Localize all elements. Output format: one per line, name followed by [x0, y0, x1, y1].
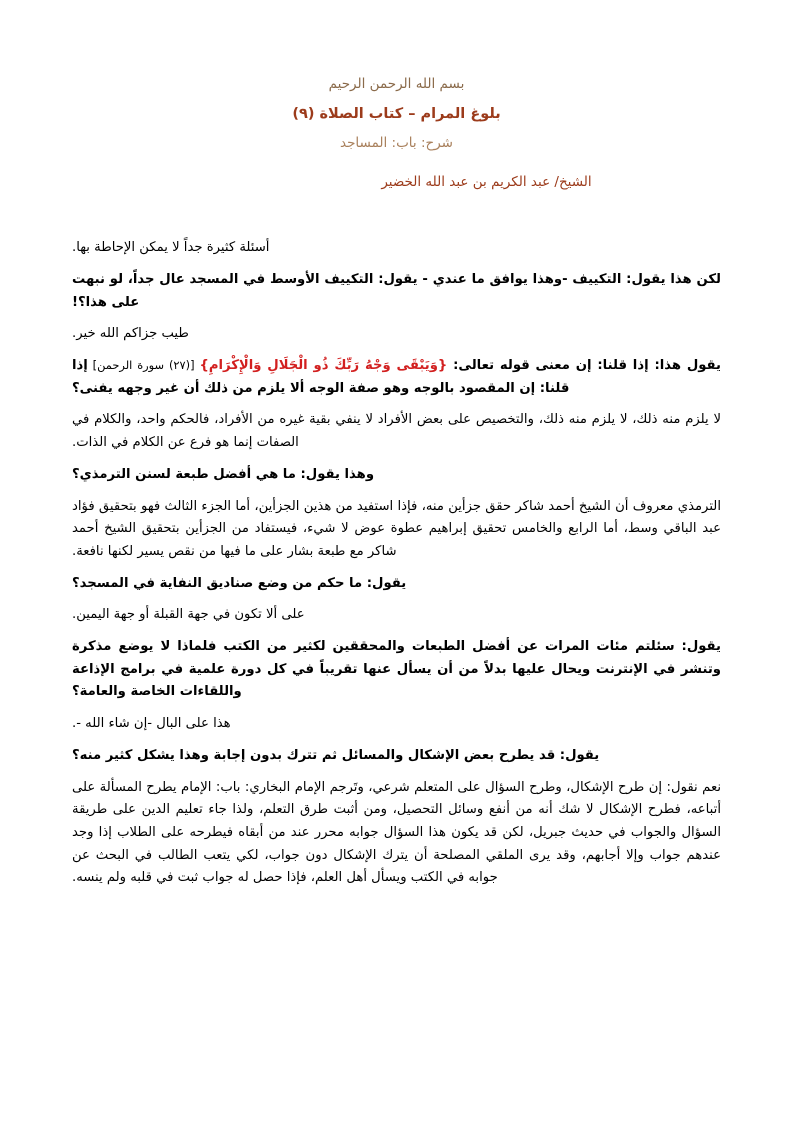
basmala-line: بسم الله الرحمن الرحيم	[328, 76, 465, 92]
paragraph-question-ac: لكن هذا يقول: التكييف -وهذا يوافق ما عندي - يقول: التكييف الأوسط في المسجد عال جداً، لو نبهت على هذا؟!	[72, 271, 721, 310]
document-subtitle: شرح: باب: المساجد	[340, 135, 453, 152]
paragraph-answer-editions: هذا على البال -إن شاء الله -.	[72, 716, 231, 732]
paragraph-question-verse	[72, 355, 721, 400]
document-header	[72, 74, 721, 154]
paragraph-question-editions: يقول: سئلتم مئات المرات عن أفضل الطبعات والمحققين لكثير من الكتب فلماذا لا يوضع مذكرة وتنشر في الإنترنت ويحال عليها بدلاً من أن يسأل عنها تقريباً في كل دورة علمية في برامج الإذاعة واللقاءات الخاصة والعامة؟	[72, 639, 721, 700]
paragraph-question-bins: يقول: ما حكم من وضع صناديق النفاية في المسجد؟	[72, 575, 407, 591]
author-byline: الشيخ/ عبد الكريم بن عبد الله الخضير	[381, 174, 592, 191]
question-lead-text: يقول هذا: إذا قلنا: إن معنى قوله تعالى:	[447, 358, 721, 374]
paragraph-answer-tirmidhi: الترمذي معروف أن الشيخ أحمد شاكر حقق جزأين منه، فإذا استفيد من هذين الجزأين، أما الجزء الثالث فهو بتحقيق فؤاد عبد الباقي وسط، أما الرابع والخامس تحقيق إبراهيم عطوة عوض لا شيء، فيستفاد من الجزأين بتحقيق الشيخ أحمد شاكر مع طبعة بشار على ما فيها من نقص يسير لكنها نافعة.	[72, 498, 721, 559]
paragraph-answer-unanswered: نعم نقول: إن طرح الإشكال، وطرح السؤال على المتعلم شرعي، وتَرجم الإمام البخاري: باب: الإمام يطرح المسألة على أتباعه، فطرح الإشكال لا شك أنه من أنفع وسائل التحصيل، ومن أثبت طرق التعلم، ولذا جاء تعليم الدين على طريقة السؤال والجواب في حديث جبريل، لكن قد يكون هذا السؤال جوابه محرر عند من أبقاه فيطرحه على الطلاب إذا وجد عندهم جواب وإلا أجابهم، وقد يرى الملقي المصلحة أن يترك الإشكال دون جواب، لكي يتعب الطالب في البحث عن جوابه في الكتب ويسأل أهل العلم، فإذا حصل له جواب ثبت في قلبه ولم ينسه.	[72, 779, 721, 886]
paragraph-intro: أسئلة كثيرة جداً لا يمكن الإحاطة بها.	[72, 240, 270, 256]
question-tail-text: إذا قلنا: إن المقصود بالوجه وهو صفة الوجه ألا يلزم من ذلك أن غير وجهه يفنى؟	[72, 358, 570, 396]
paragraph-answer-verse: لا يلزم منه ذلك، لا يلزم منه ذلك، والتخصيص على بعض الأفراد لا ينفي بقية غيره من الأفراد، فالحكم واحد، والكلام في الصفات إنما هو فرع عن الكلام في الذات.	[72, 412, 721, 451]
paragraph-thanks: طيب جزاكم الله خير.	[72, 326, 189, 342]
quran-verse: {وَيَبْقَى وَجْهُ رَبِّكَ ذُو الْجَلَالِ وَالْإِكْرَامِ}	[199, 358, 448, 374]
document-body	[72, 237, 721, 890]
quran-reference: [(٢٧) سورة الرحمن]	[87, 358, 200, 373]
page-title: بلوغ المرام – كتاب الصلاة (٩)	[292, 105, 501, 122]
paragraph-question-tirmidhi: وهذا يقول: ما هي أفضل طبعة لسنن الترمذي؟	[72, 466, 375, 482]
paragraph-answer-bins: على ألا تكون في جهة القبلة أو جهة اليمين.	[72, 607, 305, 623]
paragraph-question-unanswered: يقول: قد يطرح بعض الإشكال والمسائل ثم تترك بدون إجابة وهذا يشكل كثير منه؟	[72, 747, 600, 763]
